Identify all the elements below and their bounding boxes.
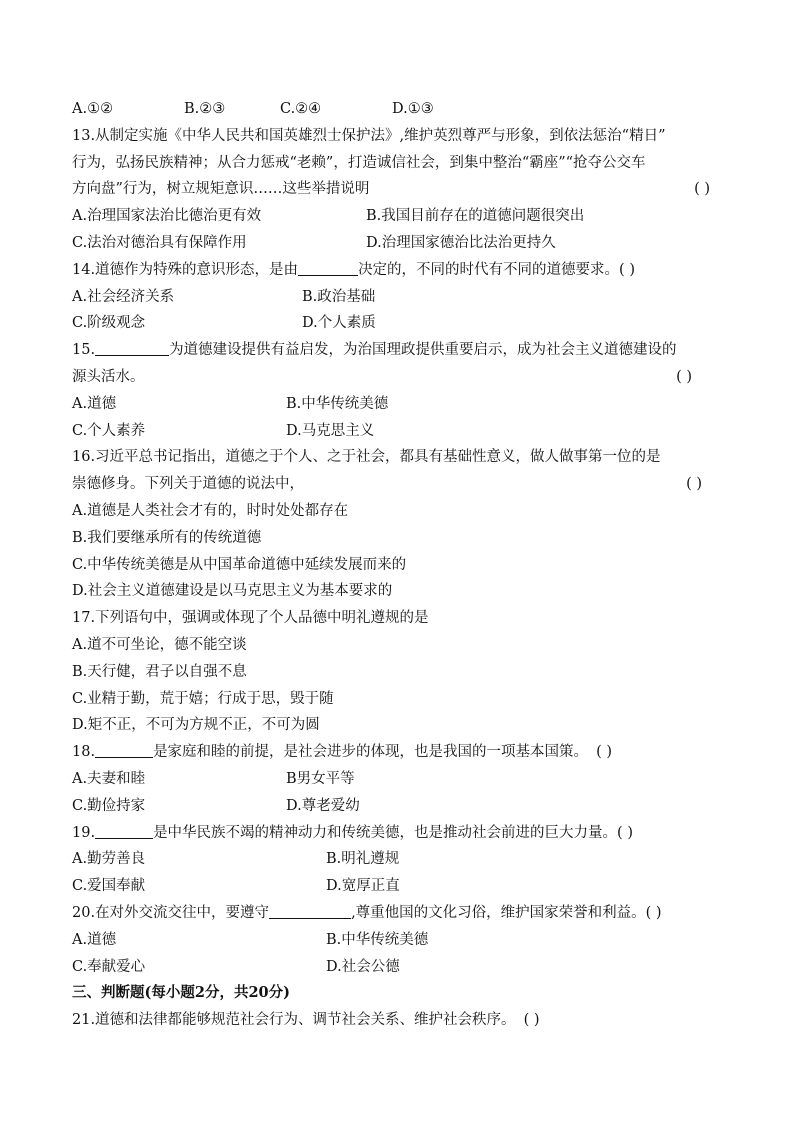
q18-options-row-2	[72, 793, 732, 820]
q15-answer-paren: ( )	[676, 368, 692, 385]
option-c: C.个人素养	[72, 422, 146, 439]
option-d: D.尊老爱幼	[286, 797, 360, 814]
fill-blank	[95, 339, 169, 356]
q18-stem-post: 是家庭和睦的前提，是社会进步的体现，也是我国的一项基本国策。	[153, 744, 589, 761]
option-c: C.爱国奉献	[72, 878, 146, 895]
option-d: D.社会公德	[326, 958, 400, 975]
q13-stem-text: 方向盘”行为，树立规矩意识……这些举措说明	[72, 181, 370, 198]
q19-stem-pre: 19.	[72, 824, 96, 841]
q18-answer-paren: ( )	[596, 744, 612, 761]
option-b: B.明礼遵规	[326, 851, 400, 868]
q15-stem-post: 为道德建设提供有益启发，为治国理政提供重要启示，成为社会主义道德建设的	[169, 342, 677, 359]
option-a: A.治理国家法治比德治更有效	[72, 208, 262, 225]
option-d: D.社会主义道德建设是以马克思主义为基本要求的	[72, 583, 393, 600]
q12-options	[72, 96, 732, 123]
option-a: A.①②	[72, 101, 114, 117]
q16-stem-line-2	[72, 471, 732, 498]
option-c: C.阶级观念	[72, 315, 146, 332]
q19-options-row-2	[72, 873, 732, 900]
option-b: B.政治基础	[302, 288, 376, 305]
q18-stem-pre: 18.	[72, 744, 96, 761]
q13-stem-line-2: 行为，弘扬民族精神；从合力惩戒“老赖”，打造诚信社会，到集中整治“霸座”“抢夺公交车	[72, 154, 646, 171]
q21-stem	[72, 1007, 732, 1034]
q14-stem-pre: 14.道德作为特殊的意识形态，是由	[72, 261, 299, 278]
option-d: D.治理国家德治比法治更持久	[366, 234, 556, 251]
fill-blank	[95, 822, 153, 839]
q14-stem	[72, 257, 732, 284]
q18-options-row-1	[72, 766, 732, 793]
option-a: A.道不可坐论，德不能空谈	[72, 636, 247, 653]
fill-blank	[95, 741, 153, 758]
option-a: A.社会经济关系	[72, 288, 175, 305]
q15-stem-line-2	[72, 364, 732, 391]
q18-stem	[72, 739, 732, 766]
q20-stem-post: ,尊重他国的文化习俗，维护国家荣誉和利益。( )	[351, 904, 662, 921]
q20-stem	[72, 900, 732, 927]
q13-stem-line-1: 13.从制定实施《中华人民共和国英雄烈士保护法》,维护英烈尊严与形象，到依法惩治“精日”	[72, 127, 666, 144]
option-d: D.宽厚正直	[326, 878, 400, 895]
q19-stem-post: 是中华民族不竭的精神动力和传统美德，也是推动社会前进的巨大力量。( )	[153, 824, 633, 841]
q15-options-row-1	[72, 391, 732, 418]
q21-stem-text: 21.道德和法律都能够规范社会行为、调节社会关系、维护社会秩序。	[72, 1012, 516, 1029]
option-c: C.法治对德治具有保障作用	[72, 234, 247, 251]
q13-options-row-1	[72, 203, 732, 230]
option-b: B.我们要继承所有的传统道德	[72, 529, 262, 546]
q19-options-row-1	[72, 846, 732, 873]
q20-options-row-1	[72, 927, 732, 954]
q14-options-row-2	[72, 310, 732, 337]
q15-stem-text: 源头活水。	[72, 368, 145, 385]
q15-stem-pre: 15.	[72, 342, 96, 359]
option-c: C.奉献爱心	[72, 958, 146, 975]
option-c: C.②④	[280, 101, 322, 117]
q13-options-row-2	[72, 230, 732, 257]
q16-stem-text: 崇德修身。下列关于道德的说法中，	[72, 476, 304, 493]
option-a: A.勤劳善良	[72, 851, 146, 868]
option-b: B.中华传统美德	[326, 931, 429, 948]
option-b: B.中华传统美德	[286, 395, 389, 412]
q14-options-row-1	[72, 284, 732, 311]
fill-blank	[269, 902, 351, 919]
option-b: B男女平等	[286, 770, 355, 787]
option-a: A.道德是人类社会才有的，时时处处都存在	[72, 502, 349, 519]
option-a: A.道德	[72, 931, 117, 948]
option-b: B.②③	[184, 101, 226, 117]
q17-stem: 17.下列语句中，强调或体现了个人品德中明礼遵规的是	[72, 610, 429, 627]
option-c: C.勤俭持家	[72, 797, 146, 814]
option-c: C.中华传统美德是从中国革命道德中延续发展而来的	[72, 556, 407, 573]
section-heading-true-false: 三、判断题(每小题2分，共20分)	[72, 984, 290, 1002]
q13-stem-line-3	[72, 176, 732, 203]
option-a: A.道德	[72, 395, 117, 412]
q21-answer-paren: ( )	[523, 1012, 540, 1029]
option-b: B.天行健，君子以自强不息	[72, 663, 247, 680]
exam-page	[72, 96, 732, 1034]
option-d: D.个人素质	[302, 315, 376, 332]
q14-stem-post: 决定的，不同的时代有不同的道德要求。( )	[358, 261, 635, 278]
option-d: D.矩不正，不可为方规不正，不可为圆	[72, 717, 320, 734]
option-b: B.我国目前存在的道德问题很突出	[366, 208, 585, 225]
option-d: D.①③	[392, 101, 434, 117]
q15-options-row-2	[72, 418, 732, 445]
q13-answer-paren: ( )	[694, 181, 710, 198]
option-d: D.马克思主义	[286, 422, 375, 439]
fill-blank	[298, 259, 358, 276]
option-c: C.业精于勤，荒于嬉；行成于思，毁于随	[72, 690, 334, 707]
option-a: A.夫妻和睦	[72, 770, 146, 787]
q20-options-row-2	[72, 954, 732, 981]
q20-stem-pre: 20.在对外交流交往中，要遵守	[72, 904, 270, 921]
q16-answer-paren: ( )	[686, 476, 702, 493]
q15-stem-line-1	[72, 337, 732, 364]
q16-stem-line-1: 16.习近平总书记指出，道德之于个人、之于社会，都具有基础性意义，做人做事第一位的是	[72, 449, 661, 466]
q19-stem	[72, 820, 732, 847]
